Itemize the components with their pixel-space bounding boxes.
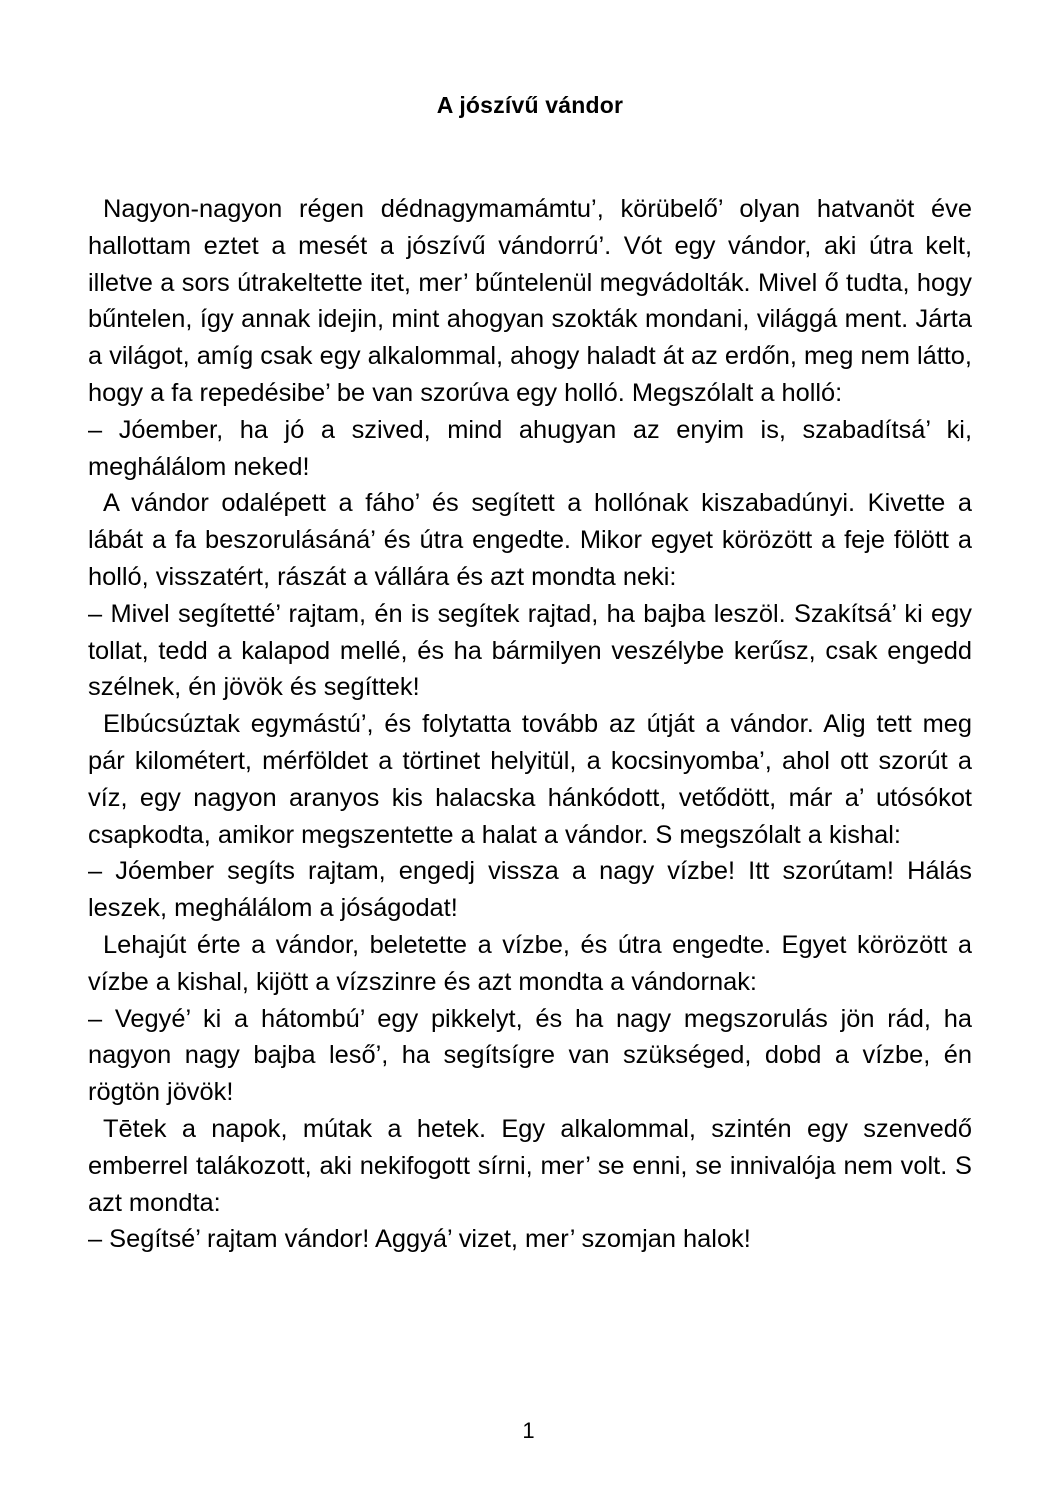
page-content	[88, 0, 972, 1258]
dialogue-paragraph: – Jóember, ha jó a szived, mind ahugyan az enyim is, szabadítsá’ ki, meghálálom neked!	[88, 415, 972, 481]
dialogue-paragraph: – Mivel segítetté’ rajtam, én is segítek rajtad, ha bajba leszöl. Szakítsá’ ki egy tollat, tedd a kalapod mellé, és ha bármilyen veszélybe kerűsz, csak engedd szélnek, én jövök és segíttek!	[88, 599, 972, 702]
dialogue-paragraph: – Jóember segíts rajtam, engedj vissza a nagy vízbe! Itt szorútam! Hálás leszek, meghálálom a jóságodat!	[88, 857, 972, 923]
narrative-paragraph: Elbúcsúztak egymástú’, és folytatta tovább az útját a vándor. Alig tett meg pár kilométert, mérföldet a törtinet helyitül, a kocsinyomba’, ahol ott szorút a víz, egy nagyon aranyos kis halacska hánkódott, vetődött, már a’ utósókot csapkodta, amikor megszentette a halat a vándor. S megszólalt a kishal:	[88, 710, 972, 849]
page-title: A jószívű vándor	[436, 92, 624, 118]
narrative-paragraph: Tētek a napok, mútak a hetek. Egy alkalommal, szintén egy szenvedő emberrel talákozott, aki nekifogott sírni, mer’ se enni, se innivalója nem volt. S azt mondta:	[88, 1114, 972, 1217]
dialogue-paragraph: – Vegyé’ ki a hátombú’ egy pikkelyt, és ha nagy megszorulás jön rád, ha nagyon nagy bajba leső’, ha segítsígre van szükséged, dobd a vízbe, én rögtön jövök!	[88, 1004, 972, 1107]
narrative-paragraph: A vándor odalépett a fáho’ és segített a hollónak kiszabadúnyi. Kivette a lábát a fa beszorulásáná’ és útra engedte. Mikor egyet körözött a feje fölött a holló, visszatért, rászát a vállára és azt mondta neki:	[88, 489, 972, 591]
narrative-paragraph: Nagyon-nagyon régen dédnagymamámtu’, körübelő’ olyan hatvanöt éve hallottam eztet a mesét a jószívű vándorrú’. Vót egy vándor, aki útra kelt, illetve a sors útrakeltette itet, mer’ bűntelenül megvádolták. Mivel ő tudta, hogy bűntelen, így annak idejin, mint ahogyan szokták mondani, világgá ment. Járta a világot, amíg csak egy alkalommal, ahogy haladt át az erdőn, meg nem látto, hogy a fa repedésibe’ be van szorúva egy holló. Megszólalt a holló:	[88, 195, 972, 407]
story-body	[88, 191, 972, 1258]
dialogue-paragraph: – Segítsé’ rajtam vándor! Aggyá’ vizet, mer’ szomjan halok!	[88, 1225, 751, 1254]
narrative-paragraph: Lehajút érte a vándor, beletette a vízbe, és útra engedte. Egyet körözött a vízbe a kishal, kijött a vízszinre és azt mondta a vándornak:	[88, 930, 972, 996]
page-number: 1	[522, 1418, 535, 1443]
